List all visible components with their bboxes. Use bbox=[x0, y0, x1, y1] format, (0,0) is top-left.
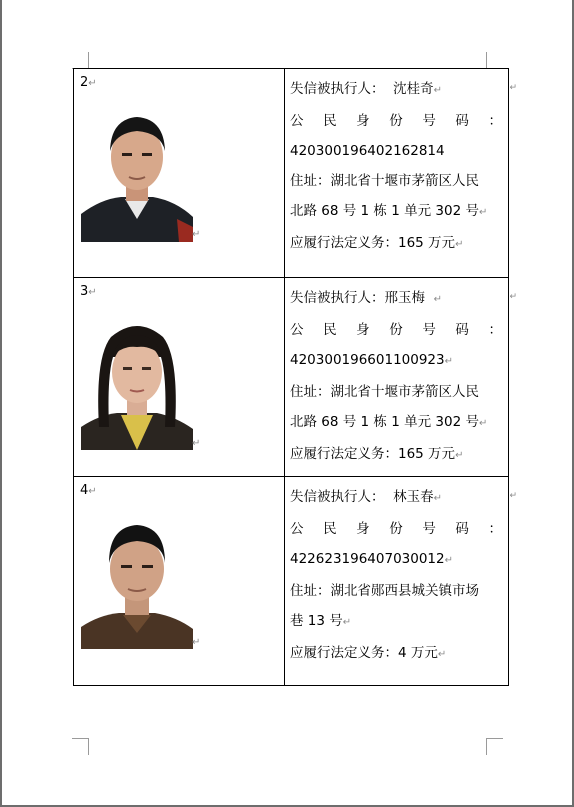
address-line-1: 住址：湖北省十堰市茅箭区人民 bbox=[290, 173, 479, 189]
crop-mark-top-right bbox=[486, 52, 503, 69]
crop-mark-bottom-left bbox=[72, 738, 89, 755]
id-number: 420300196402162814 bbox=[290, 143, 445, 159]
address-line-1: 住址：湖北省十堰市茅箭区人民 bbox=[290, 384, 479, 400]
row-number: 4↵ bbox=[80, 483, 97, 498]
address-line-2: 北路 68 号 1 栋 1 单元 302 号↵ bbox=[290, 414, 488, 430]
id-label-line: 公 民 身 份 号 码 ： bbox=[290, 322, 502, 338]
photo-cell: 4↵ ↵ bbox=[74, 477, 285, 685]
id-number: 420300196601100923↵ bbox=[290, 352, 453, 368]
photo-cell: 3↵ ↵ bbox=[74, 278, 285, 476]
address-line-2: 北路 68 号 1 栋 1 单元 302 号↵ bbox=[290, 203, 488, 219]
obligation-line: 应履行法定义务：4 万元↵ bbox=[290, 645, 447, 661]
page-border-left bbox=[0, 0, 2, 807]
portrait-photo bbox=[81, 317, 193, 450]
debtor-name-line: 失信被执行人：邢玉梅 ↵ bbox=[290, 290, 442, 306]
info-cell: ↵ 失信被执行人：邢玉梅 ↵ 公 民 身 份 号 码 ： 420300196601100923↵ 住址：湖北省十堰市茅箭区人民 北路 68 号 1 栋 1 单元 302 号↵ 应履行法定义务：165 万元↵ bbox=[285, 278, 509, 476]
info-cell: ↵ 失信被执行人： 林玉春↵ 公 民 身 份 号 码 ： 422623196407030012↵ 住址：湖北省郧西县城关镇市场 巷 13 号↵ 应履行法定义务：4 万元↵ bbox=[285, 477, 509, 685]
obligation-line: 应履行法定义务：165 万元↵ bbox=[290, 446, 464, 462]
crop-mark-bottom-right bbox=[486, 738, 503, 755]
table-row bbox=[74, 278, 517, 477]
table-row bbox=[74, 477, 517, 686]
debtor-name-line: 失信被执行人： 沈桂奇↵ bbox=[290, 81, 442, 97]
row-number: 2↵ bbox=[80, 75, 97, 90]
photo-cell: 2↵ ↵ bbox=[74, 69, 285, 277]
debtor-table bbox=[73, 68, 517, 686]
id-label-line: 公 民 身 份 号 码 ： bbox=[290, 113, 502, 129]
row-number: 3↵ bbox=[80, 284, 97, 299]
crop-mark-top-left bbox=[72, 52, 89, 69]
debtor-name-line: 失信被执行人： 林玉春↵ bbox=[290, 489, 442, 505]
address-line-2: 巷 13 号↵ bbox=[290, 613, 352, 629]
address-line-1: 住址：湖北省郧西县城关镇市场 bbox=[290, 583, 479, 599]
portrait-photo bbox=[81, 515, 193, 649]
table-row bbox=[74, 69, 517, 278]
info-cell: ↵ 失信被执行人： 沈桂奇↵ 公 民 身 份 号 码 ： 420300196402162814 住址：湖北省十堰市茅箭区人民 北路 68 号 1 栋 1 单元 302 号↵ 应履行法定义务：165 万元↵ bbox=[285, 69, 509, 277]
id-number: 422623196407030012↵ bbox=[290, 551, 453, 567]
portrait-photo bbox=[81, 109, 193, 242]
obligation-line: 应履行法定义务：165 万元↵ bbox=[290, 235, 464, 251]
id-label-line: 公 民 身 份 号 码 ： bbox=[290, 521, 502, 537]
